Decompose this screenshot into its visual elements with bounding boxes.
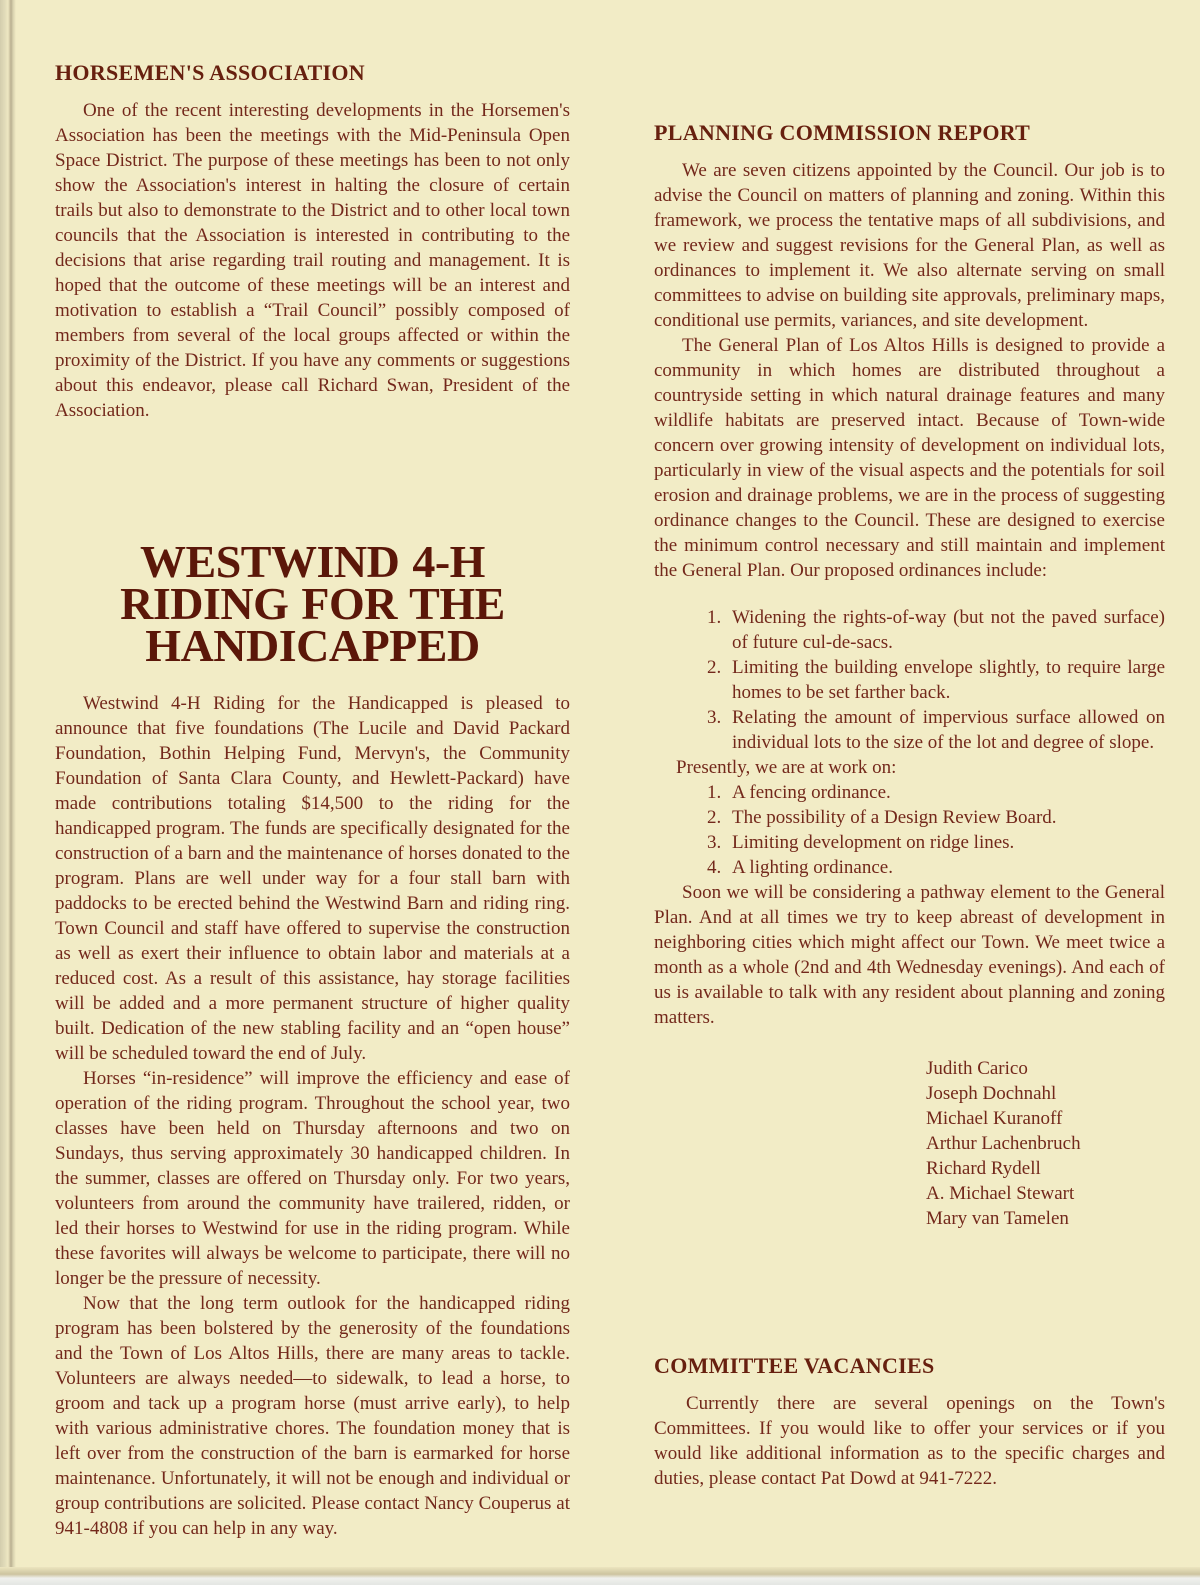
list-item: Michael Kuranoff: [926, 1108, 1063, 1129]
planning-commission-heading: PLANNING COMMISSION REPORT: [654, 120, 1031, 145]
list-item: 1. A fencing ordinance.: [726, 780, 1165, 805]
article-title-line-1: WESTWIND 4-H: [140, 536, 485, 587]
left-column: [55, 60, 570, 1541]
list-item: 2. Limiting the building envelope slightly, to require large homes to be set farther back.: [726, 655, 1165, 705]
commissioners-list: [926, 1056, 1165, 1231]
list-item: Arthur Lachenbruch: [926, 1133, 1081, 1154]
westwind-paragraph-1: Westwind 4-H Riding for the Handicapped is pleased to announce that five foundations (The Lucile and David Packard Foundation, Bothin Helping Fund, Mervyn's, the Community Foundation of Santa Clara County, and Hewlett-Packard) have made contributions totaling $14,500 to the riding for the handicapped program. The funds are specifically designated for the construction of a barn and the maintenance of horses donated to the program. Plans are well under way for a four stall barn with paddocks to be erected behind the Westwind Barn and riding ring. Town Council and staff have offered to supervise the construction as well as exert their influence to obtain labor and materials at a reduced cost. As a result of this assistance, hay storage facilities will be added and a more permanent structure of higher quality built. Dedication of the new stabling facility and an “open house” will be scheduled toward the end of July.: [55, 693, 570, 1064]
horsemens-association-heading: HORSEMEN'S ASSOCIATION: [55, 60, 365, 85]
article-title-line-3: HANDICAPPED: [145, 620, 480, 671]
proposed-ordinances-list: [654, 605, 1165, 755]
westwind-paragraph-2: Horses “in-residence” will improve the efficiency and ease of operation of the riding program. Throughout the school year, two classes have been held on Thursday afternoons and two on Sundays, thus serving approximately 30 handicapped children. In the summer, classes are offered on Thursday only. For two years, volunteers from around the community have trailered, ridden, or led their horses to Westwind for use in the riding program. While these favorites will always be welcome to participate, there will no longer be the pressure of necessity.: [55, 1068, 570, 1289]
list-item: A. Michael Stewart: [926, 1183, 1075, 1204]
planning-paragraph-3: Soon we will be considering a pathway element to the General Plan. And at all times we try to keep abreast of development in neighboring cities which might affect our Town. We meet twice a month as a whole (2nd and 4th Wednesday evenings). And each of us is available to talk with any resident about planning and zoning matters.: [654, 882, 1165, 1028]
planning-paragraph-2: The General Plan of Los Altos Hills is designed to provide a community in which homes are distributed throughout a countryside setting in which natural drainage features and many wildlife habitats are preserved intact. Because of Town-wide concern over growing intensity of development on individual lots, particularly in view of the visual aspects and the potentials for soil erosion and drainage problems, we are in the process of suggesting ordinance changes to the Council. These are designed to exercise the minimum control necessary and still maintain and implement the General Plan. Our proposed ordinances include:: [654, 335, 1165, 581]
list-item: 2. The possibility of a Design Review Board.: [726, 805, 1165, 830]
list-item: Joseph Dochnahl: [926, 1083, 1057, 1104]
westwind-paragraph-3: Now that the long term outlook for the handicapped riding program has been bolstered by the generosity of the foundations and the Town of Los Altos Hills, there are many areas to tackle. Volunteers are always needed—to sidewalk, to lead a horse, to groom and tack up a program horse (must arrive early), to help with various administrative chores. The foundation money that is left over from the construction of the barn is earmarked for horse maintenance. Unfortunately, it will not be enough and individual or group contributions are solicited. Please contact Nancy Couperus at 941-4808 if you can help in any way.: [55, 1293, 570, 1539]
list-item: 3. Limiting development on ridge lines.: [726, 830, 1165, 855]
current-work-intro: Presently, we are at work on:: [676, 757, 897, 778]
list-item: 3. Relating the amount of impervious surface allowed on individual lots to the size of the lot and degree of slope.: [726, 705, 1165, 755]
page-bottom-edge: [0, 1567, 1200, 1585]
article-title-line-2: RIDING FOR THE: [120, 578, 505, 629]
list-item: Mary van Tamelen: [926, 1208, 1069, 1229]
westwind-article-title: [55, 536, 570, 671]
list-item: 1. Widening the rights-of-way (but not the paved surface) of future cul-de-sacs.: [726, 605, 1165, 655]
list-item: Richard Rydell: [926, 1158, 1041, 1179]
page-left-edge: [0, 0, 16, 1585]
horsemens-association-paragraph: One of the recent interesting developments in the Horsemen's Association has been the meetings with the Mid-Peninsula Open Space District. The purpose of these meetings has been to not only show the Association's interest in halting the closure of certain trails but also to demonstrate to the District and to other local town councils that the Association is interested in contributing to the decisions that arise regarding trail routing and management. It is hoped that the outcome of these meetings will be an interest and motivation to establish a “Trail Council” possibly composed of members from several of the local groups affected or within the proximity of the District. If you have any comments or suggestions about this endeavor, please call Richard Swan, President of the Association.: [55, 100, 570, 421]
right-column: [654, 60, 1165, 1541]
planning-paragraph-1: We are seven citizens appointed by the Council. Our job is to advise the Council on matters of planning and zoning. Within this framework, we process the tentative maps of all subdivisions, and we review and suggest revisions for the General Plan, as well as ordinances to implement it. We also alternate serving on small committees to advise on building site approvals, preliminary maps, conditional use permits, variances, and site development.: [654, 160, 1165, 331]
current-work-list: [654, 780, 1165, 880]
list-item: Judith Carico: [926, 1058, 1028, 1079]
page-columns: [55, 60, 1165, 1541]
committee-vacancies-paragraph: Currently there are several openings on the Town's Committees. If you would like to offer your services or if you would like additional information as to the specific charges and duties, please contact Pat Dowd at 941-7222.: [654, 1393, 1165, 1489]
list-item: 4. A lighting ordinance.: [726, 855, 1165, 880]
committee-vacancies-heading: COMMITTEE VACANCIES: [654, 1353, 935, 1378]
